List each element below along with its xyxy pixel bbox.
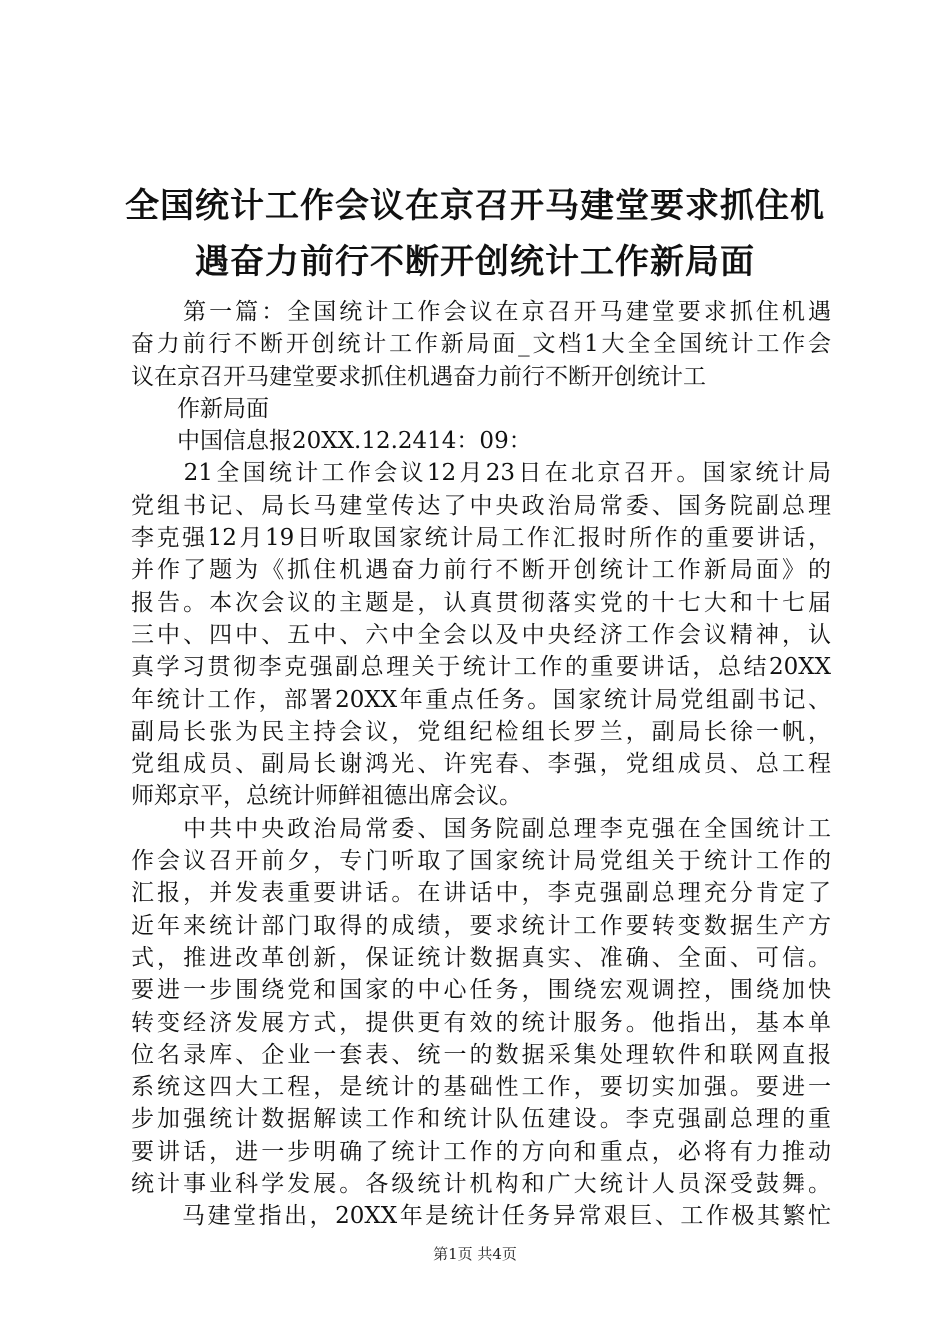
body-line: 副局长张为民主持会议，党组纪检组长罗兰，副局长徐一帆， <box>131 718 831 745</box>
body-line: 师郑京平，总统计师鲜祖德出席会议。 <box>131 783 522 810</box>
body-line: 统计事业科学发展。各级统计机构和广大统计人员深受鼓舞。 <box>131 1171 831 1198</box>
document-body <box>131 296 831 1233</box>
body-line: 报告。本次会议的主题是，认真贯彻落实党的十七大和十七届 <box>131 589 831 616</box>
body-line: 三中、四中、五中、六中全会以及中央经济工作会议精神，认 <box>131 621 831 648</box>
body-line: 作会议召开前夕，专门听取了国家统计局党组关于统计工作的 <box>131 848 831 875</box>
body-line: 作新局面 <box>131 395 269 422</box>
title-line: 全国统计工作会议在京召开马建堂要求抓住机 <box>125 186 825 226</box>
body-line: 中国信息报20XX.12.2414：09： <box>131 428 532 455</box>
body-line: 21全国统计工作会议12月23日在北京召开。国家统计局 <box>131 460 831 487</box>
body-line: 要讲话，进一步明确了统计工作的方向和重点，必将有力推动 <box>131 1138 831 1165</box>
body-line: 转变经济发展方式，提供更有效的统计服务。他指出，基本单 <box>131 1009 831 1036</box>
title-line: 遇奋力前行不断开创统计工作新局面 <box>195 242 755 282</box>
document-title <box>120 178 830 290</box>
body-line: 系统这四大工程，是统计的基础性工作，要切实加强。要进一 <box>131 1074 831 1101</box>
body-line: 党组成员、副局长谢鸿光、许宪春、李强，党组成员、总工程 <box>131 751 831 778</box>
body-line: 议在京召开马建堂要求抓住机遇奋力前行不断开创统计工 <box>131 363 706 390</box>
body-line: 奋力前行不断开创统计工作新局面_文档1大全全国统计工作会 <box>131 331 831 358</box>
body-line: 第一篇：全国统计工作会议在京召开马建堂要求抓住机遇 <box>131 299 831 325</box>
body-line: 中共中央政治局常委、国务院副总理李克强在全国统计工 <box>131 815 831 842</box>
body-line: 近年来统计部门取得的成绩，要求统计工作要转变数据生产方 <box>131 912 831 939</box>
body-line: 李克强12月19日听取国家统计局工作汇报时所作的重要讲话， <box>131 525 831 552</box>
body-line: 要进一步围绕党和国家的中心任务，围绕宏观调控，围绕加快 <box>131 977 831 1004</box>
body-line: 步加强统计数据解读工作和统计队伍建设。李克强副总理的重 <box>131 1106 831 1133</box>
body-line: 位名录库、企业一套表、统一的数据采集处理软件和联网直报 <box>131 1041 831 1068</box>
body-line: 并作了题为《抓住机遇奋力前行不断开创统计工作新局面》的 <box>131 557 831 584</box>
body-line: 真学习贯彻李克强副总理关于统计工作的重要讲话，总结20XX <box>131 654 831 681</box>
body-line: 党组书记、局长马建堂传达了中央政治局常委、国务院副总理 <box>131 492 831 519</box>
page-footer: 第1页 共4页 <box>433 1245 517 1263</box>
body-line: 汇报，并发表重要讲话。在讲话中，李克强副总理充分肯定了 <box>131 880 831 907</box>
body-line: 年统计工作，部署20XX年重点任务。国家统计局党组副书记、 <box>131 686 831 713</box>
body-line: 式，推进改革创新，保证统计数据真实、准确、全面、可信。 <box>131 944 831 971</box>
body-line: 马建堂指出，20XX年是统计任务异常艰巨、工作极其繁忙 <box>131 1203 831 1230</box>
